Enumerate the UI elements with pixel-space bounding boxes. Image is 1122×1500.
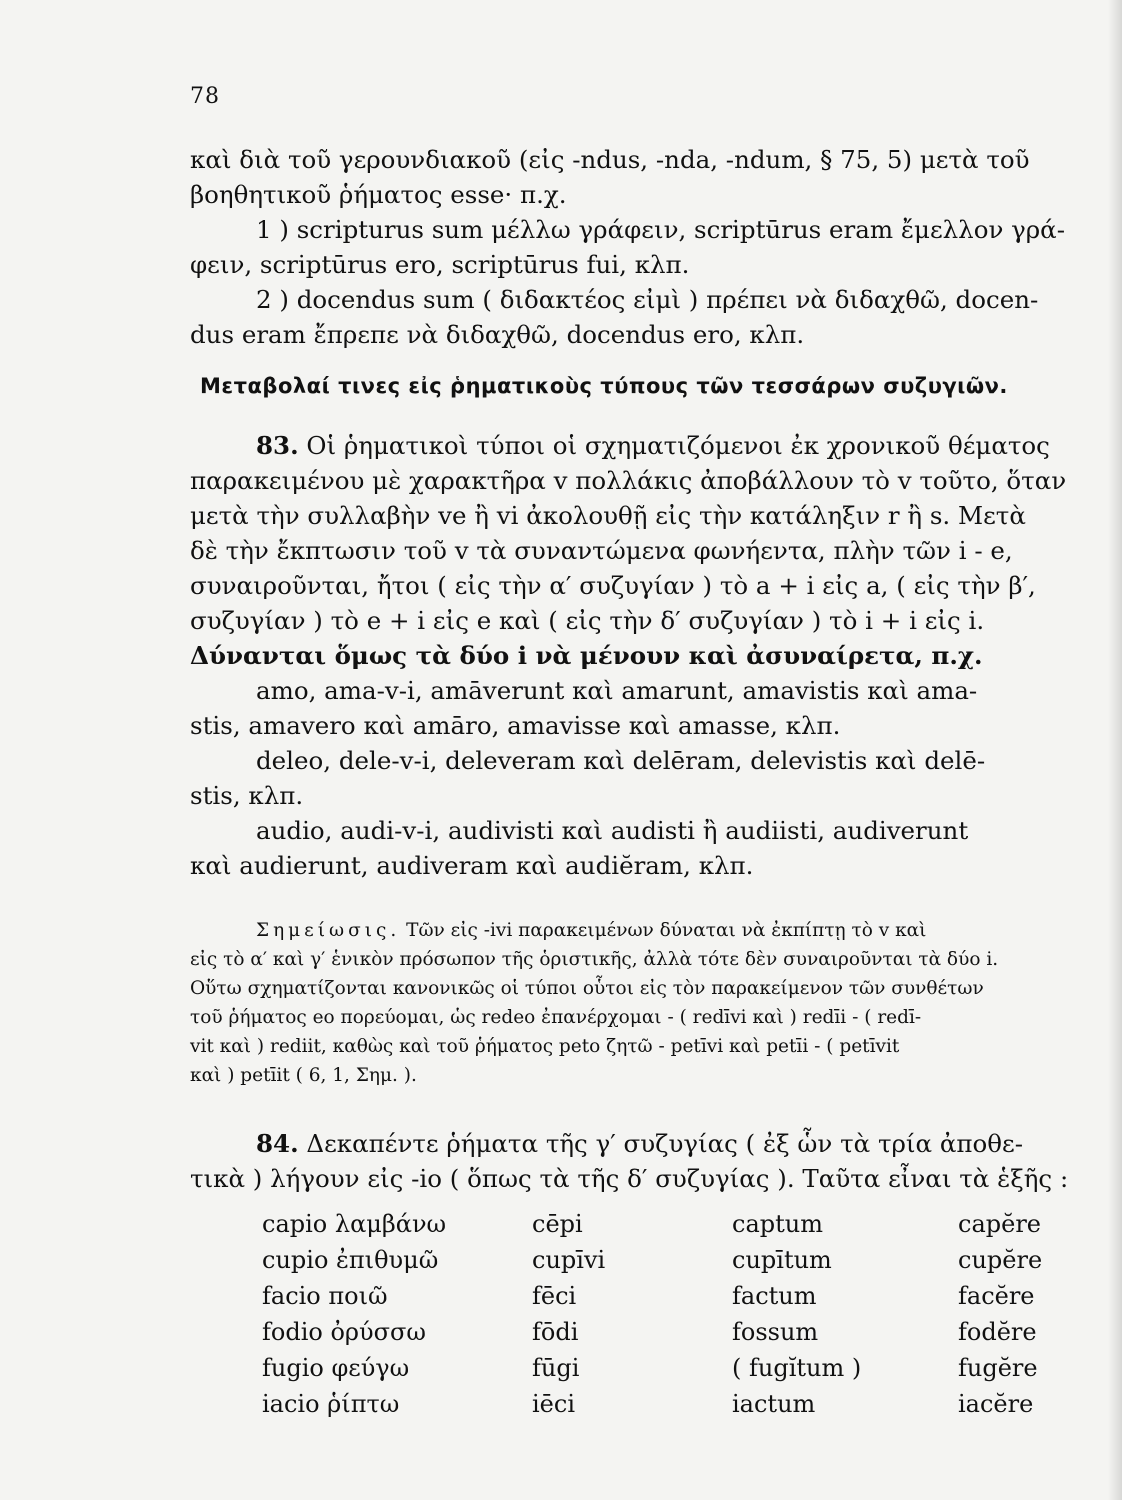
- text-line: 1 ) scripturus sum μέλλω γράφειν, scriptūrus eram ἔμελλον γρά-: [256, 215, 1066, 244]
- verb-table: [262, 1206, 1098, 1422]
- verb-infinitive: fugĕre: [958, 1354, 1038, 1382]
- verb-perfect: iēci: [532, 1390, 575, 1418]
- verb-supine: factum: [732, 1282, 817, 1310]
- verb-supine: iactum: [732, 1390, 816, 1418]
- text-line: 83. Οἱ ῥηματικοὶ τύποι οἱ σχηματιζόμενοι ἐκ χρονικοῦ θέματος: [256, 431, 1050, 460]
- verb-perfect: cēpi: [532, 1210, 583, 1238]
- verb-present: fugio φεύγω: [262, 1354, 410, 1382]
- verb-supine: fossum: [732, 1318, 819, 1346]
- verb-infinitive: facĕre: [958, 1282, 1035, 1310]
- section-number: 83.: [256, 431, 299, 460]
- example-line: audio, audi-v-i, audivisti καὶ audisti ἢ audiisti, audiverunt: [256, 816, 969, 845]
- section-number: 84.: [256, 1129, 299, 1158]
- text-line: 2 ) docendus sum ( διδακτέος εἰμὶ ) πρέπει νὰ διδαχθῶ, docen-: [256, 285, 1039, 314]
- table-row: [262, 1278, 1098, 1314]
- section-83: [190, 428, 1112, 883]
- text-line: τικὰ ) λήγουν εἰς -io ( ὅπως τὰ τῆς δ′ συζυγίας ). Ταῦτα εἶναι τὰ ἑξῆς :: [190, 1164, 1069, 1193]
- verb-present: capio λαμβάνω: [262, 1210, 447, 1238]
- text-line: βοηθητικοῦ ῥήματος esse· π.χ.: [190, 180, 567, 209]
- text-line: συζυγίαν ) τὸ e + i εἰς e καὶ ( εἰς τὴν δ′ συζυγίαν ) τὸ i + i εἰς i.: [190, 606, 985, 635]
- text-line: φειν, scriptūrus ero, scriptūrus fui, κλπ.: [190, 250, 690, 279]
- text-line: dus eram ἔπρεπε νὰ διδαχθῶ, docendus ero, κλπ.: [190, 320, 805, 349]
- example-line: deleo, dele-v-i, deleveram καὶ delēram, delevistis καὶ delē-: [256, 746, 986, 775]
- table-row: [262, 1386, 1098, 1422]
- verb-present: facio ποιῶ: [262, 1282, 388, 1310]
- text-line: Δύνανται ὅμως τὰ δύο i νὰ μένουν καὶ ἀσυναίρετα, π.χ.: [190, 641, 983, 670]
- verb-infinitive: fodĕre: [958, 1318, 1037, 1346]
- verb-infinitive: cupĕre: [958, 1246, 1043, 1274]
- page-number: 78: [190, 84, 220, 109]
- note-line: Σημείωσις. Τῶν εἰς -ivi παρακειμένων δύναται νὰ ἐκπίπτῃ τὸ v καὶ: [256, 920, 927, 941]
- example-line: stis, amavero καὶ amāro, amavisse καὶ amasse, κλπ.: [190, 711, 841, 740]
- verb-present: fodio ὀρύσσω: [262, 1318, 426, 1346]
- verb-present: iacio ῥίπτω: [262, 1390, 400, 1418]
- verb-present: cupio ἐπιθυμῶ: [262, 1246, 439, 1274]
- verb-perfect: fēci: [532, 1282, 577, 1310]
- text-line: συναιροῦνται, ἤτοι ( εἰς τὴν α′ συζυγίαν ) τὸ a + i εἰς a, ( εἰς τὴν β′,: [190, 571, 1036, 600]
- note-line: τοῦ ῥήματος eo πορεύομαι, ὡς redeo ἐπανέρχομαι - ( redīvi καὶ ) redīi - ( redī-: [190, 1007, 922, 1028]
- table-row: [262, 1242, 1098, 1278]
- example-line: stis, κλπ.: [190, 781, 304, 810]
- text-line: μετὰ τὴν συλλαβὴν ve ἢ vi ἀκολουθῇ εἰς τὴν κατάληξιν r ἢ s. Μετὰ: [190, 501, 1026, 530]
- note-line: καὶ ) petīit ( 6, 1, Σημ. ).: [190, 1065, 417, 1086]
- verb-infinitive: capĕre: [958, 1210, 1041, 1238]
- table-row: [262, 1206, 1098, 1242]
- note: [190, 916, 1112, 1090]
- table-row: [262, 1314, 1098, 1350]
- verb-supine: cupītum: [732, 1246, 832, 1274]
- text-line: 84. Δεκαπέντε ῥήματα τῆς γ′ συζυγίας ( ἐξ ὧν τὰ τρία ἀποθε-: [256, 1129, 1023, 1158]
- scan-edge-shadow: [1108, 0, 1122, 1500]
- verb-perfect: fōdi: [532, 1318, 579, 1346]
- text-line: παρακειμένου μὲ χαρακτῆρα v πολλάκις ἀποβάλλουν τὸ v τοῦτο, ὅταν: [190, 466, 1067, 495]
- note-line: Οὕτω σχηματίζονται κανονικῶς οἱ τύποι οὗτοι εἰς τὸν παρακείμενον τῶν συνθέτων: [190, 978, 984, 999]
- table-row: [262, 1350, 1098, 1386]
- section-84: [190, 1126, 1112, 1196]
- verb-infinitive: iacĕre: [958, 1390, 1034, 1418]
- note-line: vit καὶ ) rediit, καθὼς καὶ τοῦ ῥήματος peto ζητῶ - petīvi καὶ petīi - ( petīvit: [190, 1036, 900, 1057]
- verb-perfect: fūgi: [532, 1354, 580, 1382]
- text-line: καὶ διὰ τοῦ γερουνδιακοῦ (εἰς -ndus, -nda, -ndum, § 75, 5) μετὰ τοῦ: [190, 145, 1030, 174]
- intro-paragraph: [190, 142, 1112, 352]
- note-line: εἰς τὸ α′ καὶ γ′ ἑνικὸν πρόσωπον τῆς ὁριστικῆς, ἀλλὰ τότε δὲν συναιροῦνται τὰ δύο i.: [190, 949, 999, 970]
- example-line: καὶ audierunt, audiveram καὶ audiĕram, κλπ.: [190, 851, 754, 880]
- verb-supine: ( fugĭtum ): [732, 1354, 862, 1382]
- note-label: Σημείωσις.: [256, 920, 401, 941]
- verb-supine: captum: [732, 1210, 823, 1238]
- section-heading: Μεταβολαί τινες εἰς ῥηματικοὺς τύπους τῶν τεσσάρων συζυγιῶν.: [200, 374, 1008, 398]
- verb-perfect: cupīvi: [532, 1246, 606, 1274]
- text-line: δὲ τὴν ἔκπτωσιν τοῦ v τὰ συναντώμενα φωνήεντα, πλὴν τῶν i - e,: [190, 536, 1013, 565]
- example-line: amo, ama-v-i, amāverunt καὶ amarunt, amavistis καὶ ama-: [256, 676, 978, 705]
